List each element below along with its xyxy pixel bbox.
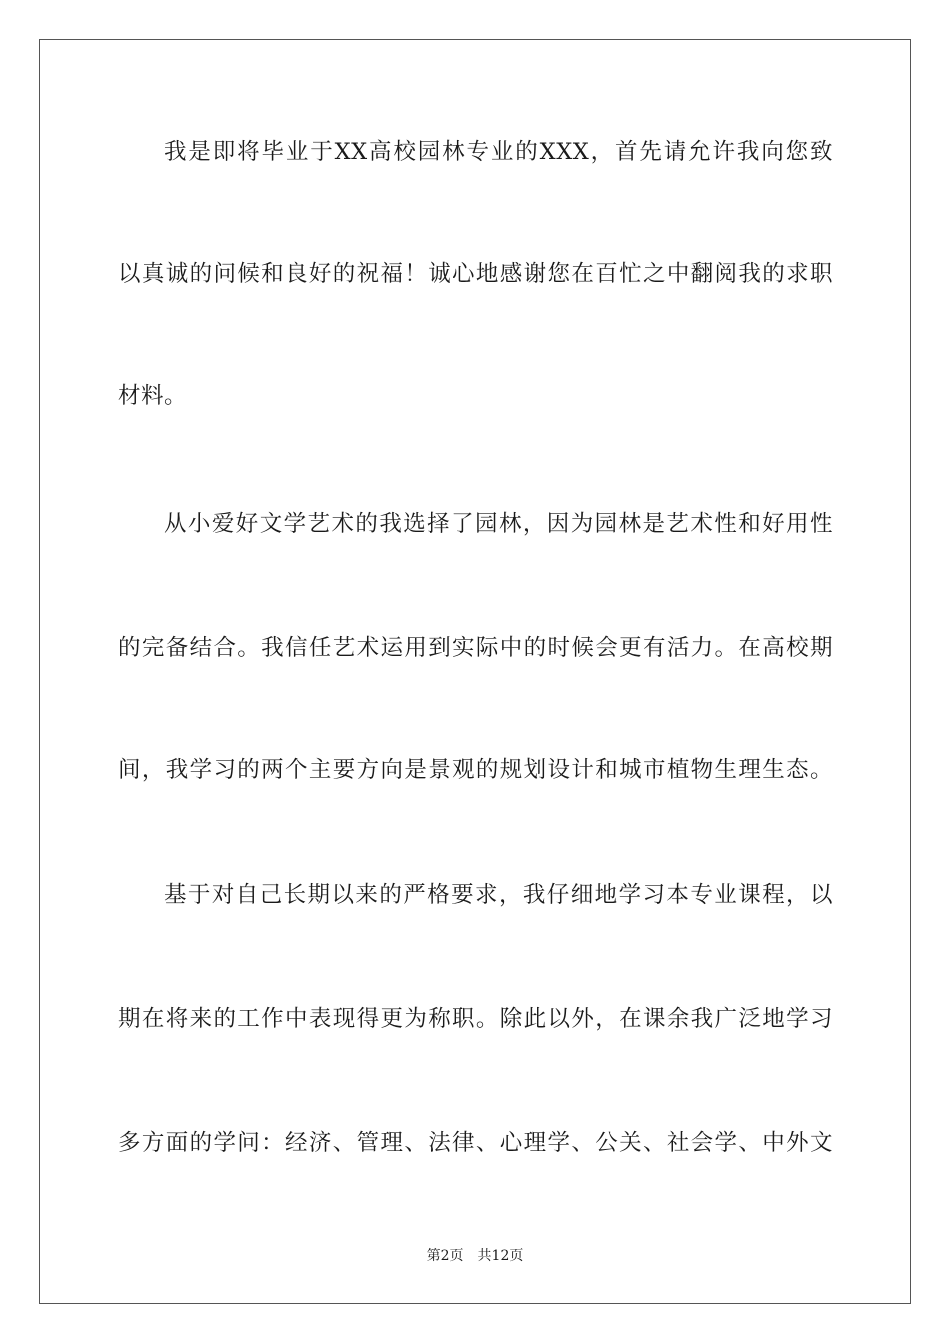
page-footer bbox=[0, 1247, 950, 1265]
paragraph-1-line-3: 材料。 bbox=[118, 383, 188, 409]
paragraph-3-line-1: 基于对自己长期以来的严格要求，我仔细地学习本专业课程，以 bbox=[164, 882, 833, 908]
paragraph-2-line-1: 从小爱好文学艺术的我选择了园林，因为园林是艺术性和好用性 bbox=[164, 511, 833, 537]
paragraph-3-line-2: 期在将来的工作中表现得更为称职。除此以外，在课余我广泛地学习 bbox=[118, 1006, 833, 1032]
paragraph-2-line-2: 的完备结合。我信任艺术运用到实际中的时候会更有活力。在高校期 bbox=[118, 635, 833, 661]
page-border bbox=[39, 39, 911, 1304]
paragraph-1-line-2: 以真诚的问候和良好的祝福！诚心地感谢您在百忙之中翻阅我的求职 bbox=[118, 261, 833, 287]
paragraph-3-line-3: 多方面的学问：经济、管理、法律、心理学、公关、社会学、中外文 bbox=[118, 1130, 833, 1156]
page-total: 共12页 bbox=[477, 1248, 524, 1264]
paragraph-1-line-1: 我是即将毕业于XX高校园林专业的XXX，首先请允许我向您致 bbox=[164, 139, 833, 165]
page-number: 第2页 bbox=[426, 1248, 464, 1264]
paragraph-2-line-3: 间，我学习的两个主要方向是景观的规划设计和城市植物生理生态。 bbox=[118, 757, 833, 783]
